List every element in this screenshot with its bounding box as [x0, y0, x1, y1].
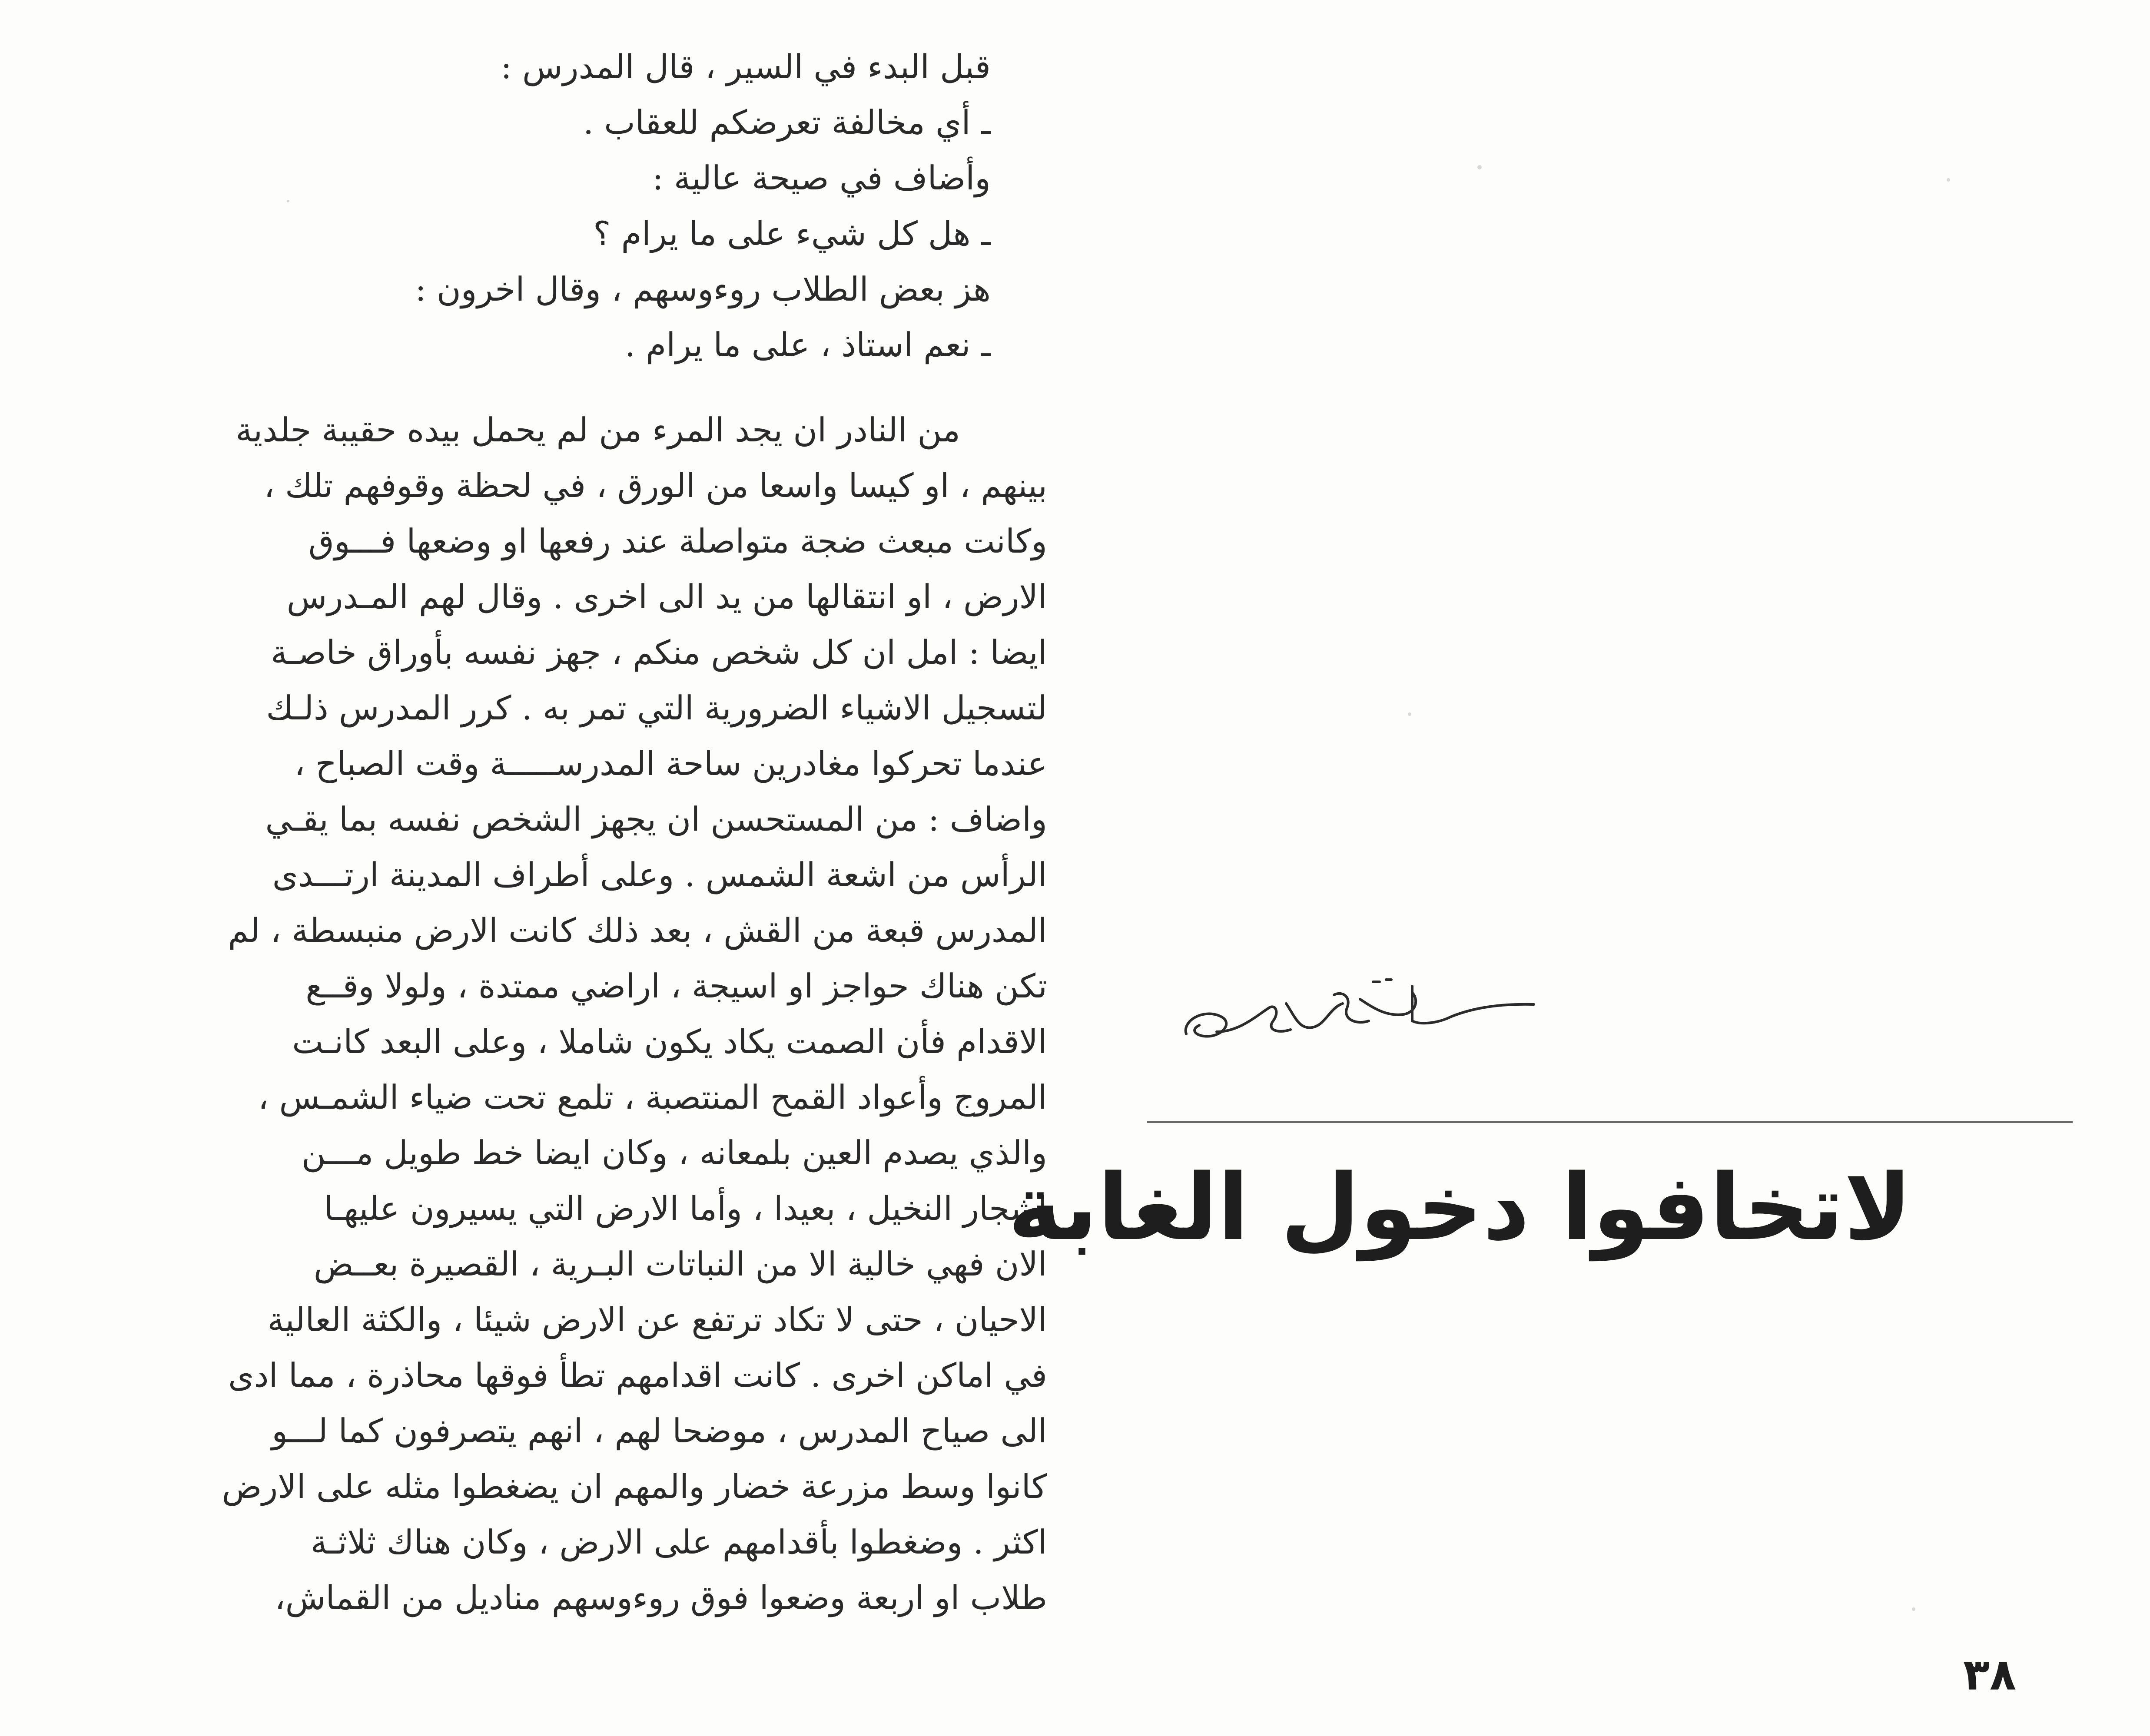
dialogue-block — [100, 39, 991, 373]
paragraph-line: المدرس قبعة من القش ، بعد ذلك كانت الارض منبسطة ، لم — [228, 911, 1047, 950]
dialogue-line: هز بعض الطلاب روءوسهم ، وقال اخرون : — [415, 270, 991, 308]
signature-graphic — [1169, 956, 1560, 1069]
scan-speck — [1477, 165, 1482, 169]
paragraph-line: اشجار النخيل ، بعيدا ، وأما الارض التي يسيرون عليهـا — [324, 1189, 1047, 1228]
paragraph-line: لتسجيل الاشياء الضرورية التي تمر به . كرر المدرس ذلـك — [266, 689, 1047, 727]
article-title: لاتخافوا دخول الغابة — [1008, 1154, 1912, 1261]
paragraph-line: من النادر ان يجد المرء من لم يحمل بيده حقيبة جلدية — [236, 411, 960, 449]
paragraph-line: الان فهي خالية الا من النباتات البـرية ، القصيرة بعــض — [313, 1245, 1047, 1283]
dialogue-line: ـ نعم استاذ ، على ما يرام . — [624, 325, 991, 364]
paragraph-line: طلاب او اربعة وضعوا فوق روءوسهم مناديل من القماش، — [275, 1578, 1047, 1617]
paragraph-line: وكانت مبعث ضجة متواصلة عند رفعها او وضعها فـــوق — [308, 522, 1047, 560]
paragraph-line: الرأس من اشعة الشمس . وعلى أطراف المدينة ارتـــدى — [272, 855, 1047, 894]
paragraph-line: الى صياح المدرس ، موضحا لهم ، انهم يتصرفون كما لـــو — [272, 1411, 1047, 1450]
paragraph-line: في اماكن اخرى . كانت اقدامهم تطأ فوقها محاذرة ، مما ادى — [228, 1356, 1047, 1395]
author-signature — [1169, 956, 1560, 1069]
paragraph-line: تكن هناك حواجز او اسيجة ، اراضي ممتدة ، ولولا وقــع — [305, 967, 1047, 1005]
paragraph-line: الاحيان ، حتى لا تكاد ترتفع عن الارض شيئا ، والكثة العالية — [267, 1300, 1047, 1339]
narrative-paragraph — [100, 402, 1047, 1626]
paragraph-line: الاقدام فأن الصمت يكاد يكون شاملا ، وعلى البعد كانـت — [292, 1022, 1047, 1061]
scan-speck — [1912, 1607, 1915, 1611]
dialogue-line: ـ أي مخالفة تعرضكم للعقاب . — [583, 103, 991, 142]
paragraph-line: بينهم ، او كيسا واسعا من الورق ، في لحظة وقوفهم تلك ، — [264, 466, 1047, 505]
article-body — [100, 39, 1047, 1626]
dialogue-line: وأضاف في صيحة عالية : — [652, 159, 991, 197]
scan-speck — [1947, 178, 1950, 182]
paragraph-line: المروج وأعواد القمح المنتصبة ، تلمع تحت ضياء الشمـس ، — [258, 1078, 1047, 1116]
paragraph-line: الارض ، او انتقالها من يد الى اخرى . وقال لهم المـدرس — [286, 577, 1047, 616]
dialogue-line: قبل البدء في السير ، قال المدرس : — [501, 47, 991, 86]
paragraph-line: والذي يصدم العين بلمعانه ، وكان ايضا خط طويل مـــن — [301, 1133, 1047, 1172]
paragraph-line: واضاف : من المستحسن ان يجهز الشخص نفسه بما يقـي — [265, 800, 1047, 838]
page-number: ٣٨ — [1963, 1649, 2016, 1700]
dialogue-line: ـ هل كل شيء على ما يرام ؟ — [593, 214, 991, 253]
scan-speck — [1408, 712, 1411, 716]
paragraph-line: عندما تحركوا مغادرين ساحة المدرســـــة وقت الصباح ، — [294, 744, 1047, 783]
paragraph-line: ايضا : امل ان كل شخص منكم ، جهز نفسه بأوراق خاصـة — [271, 633, 1047, 672]
paragraph-line: كانوا وسط مزرعة خضار والمهم ان يضغطوا مثله على الارض — [222, 1467, 1047, 1506]
paragraph-line: اكثر . وضغطوا بأقدامهم على الارض ، وكان هناك ثلاثـة — [310, 1523, 1047, 1561]
title-divider — [1147, 1121, 2073, 1123]
